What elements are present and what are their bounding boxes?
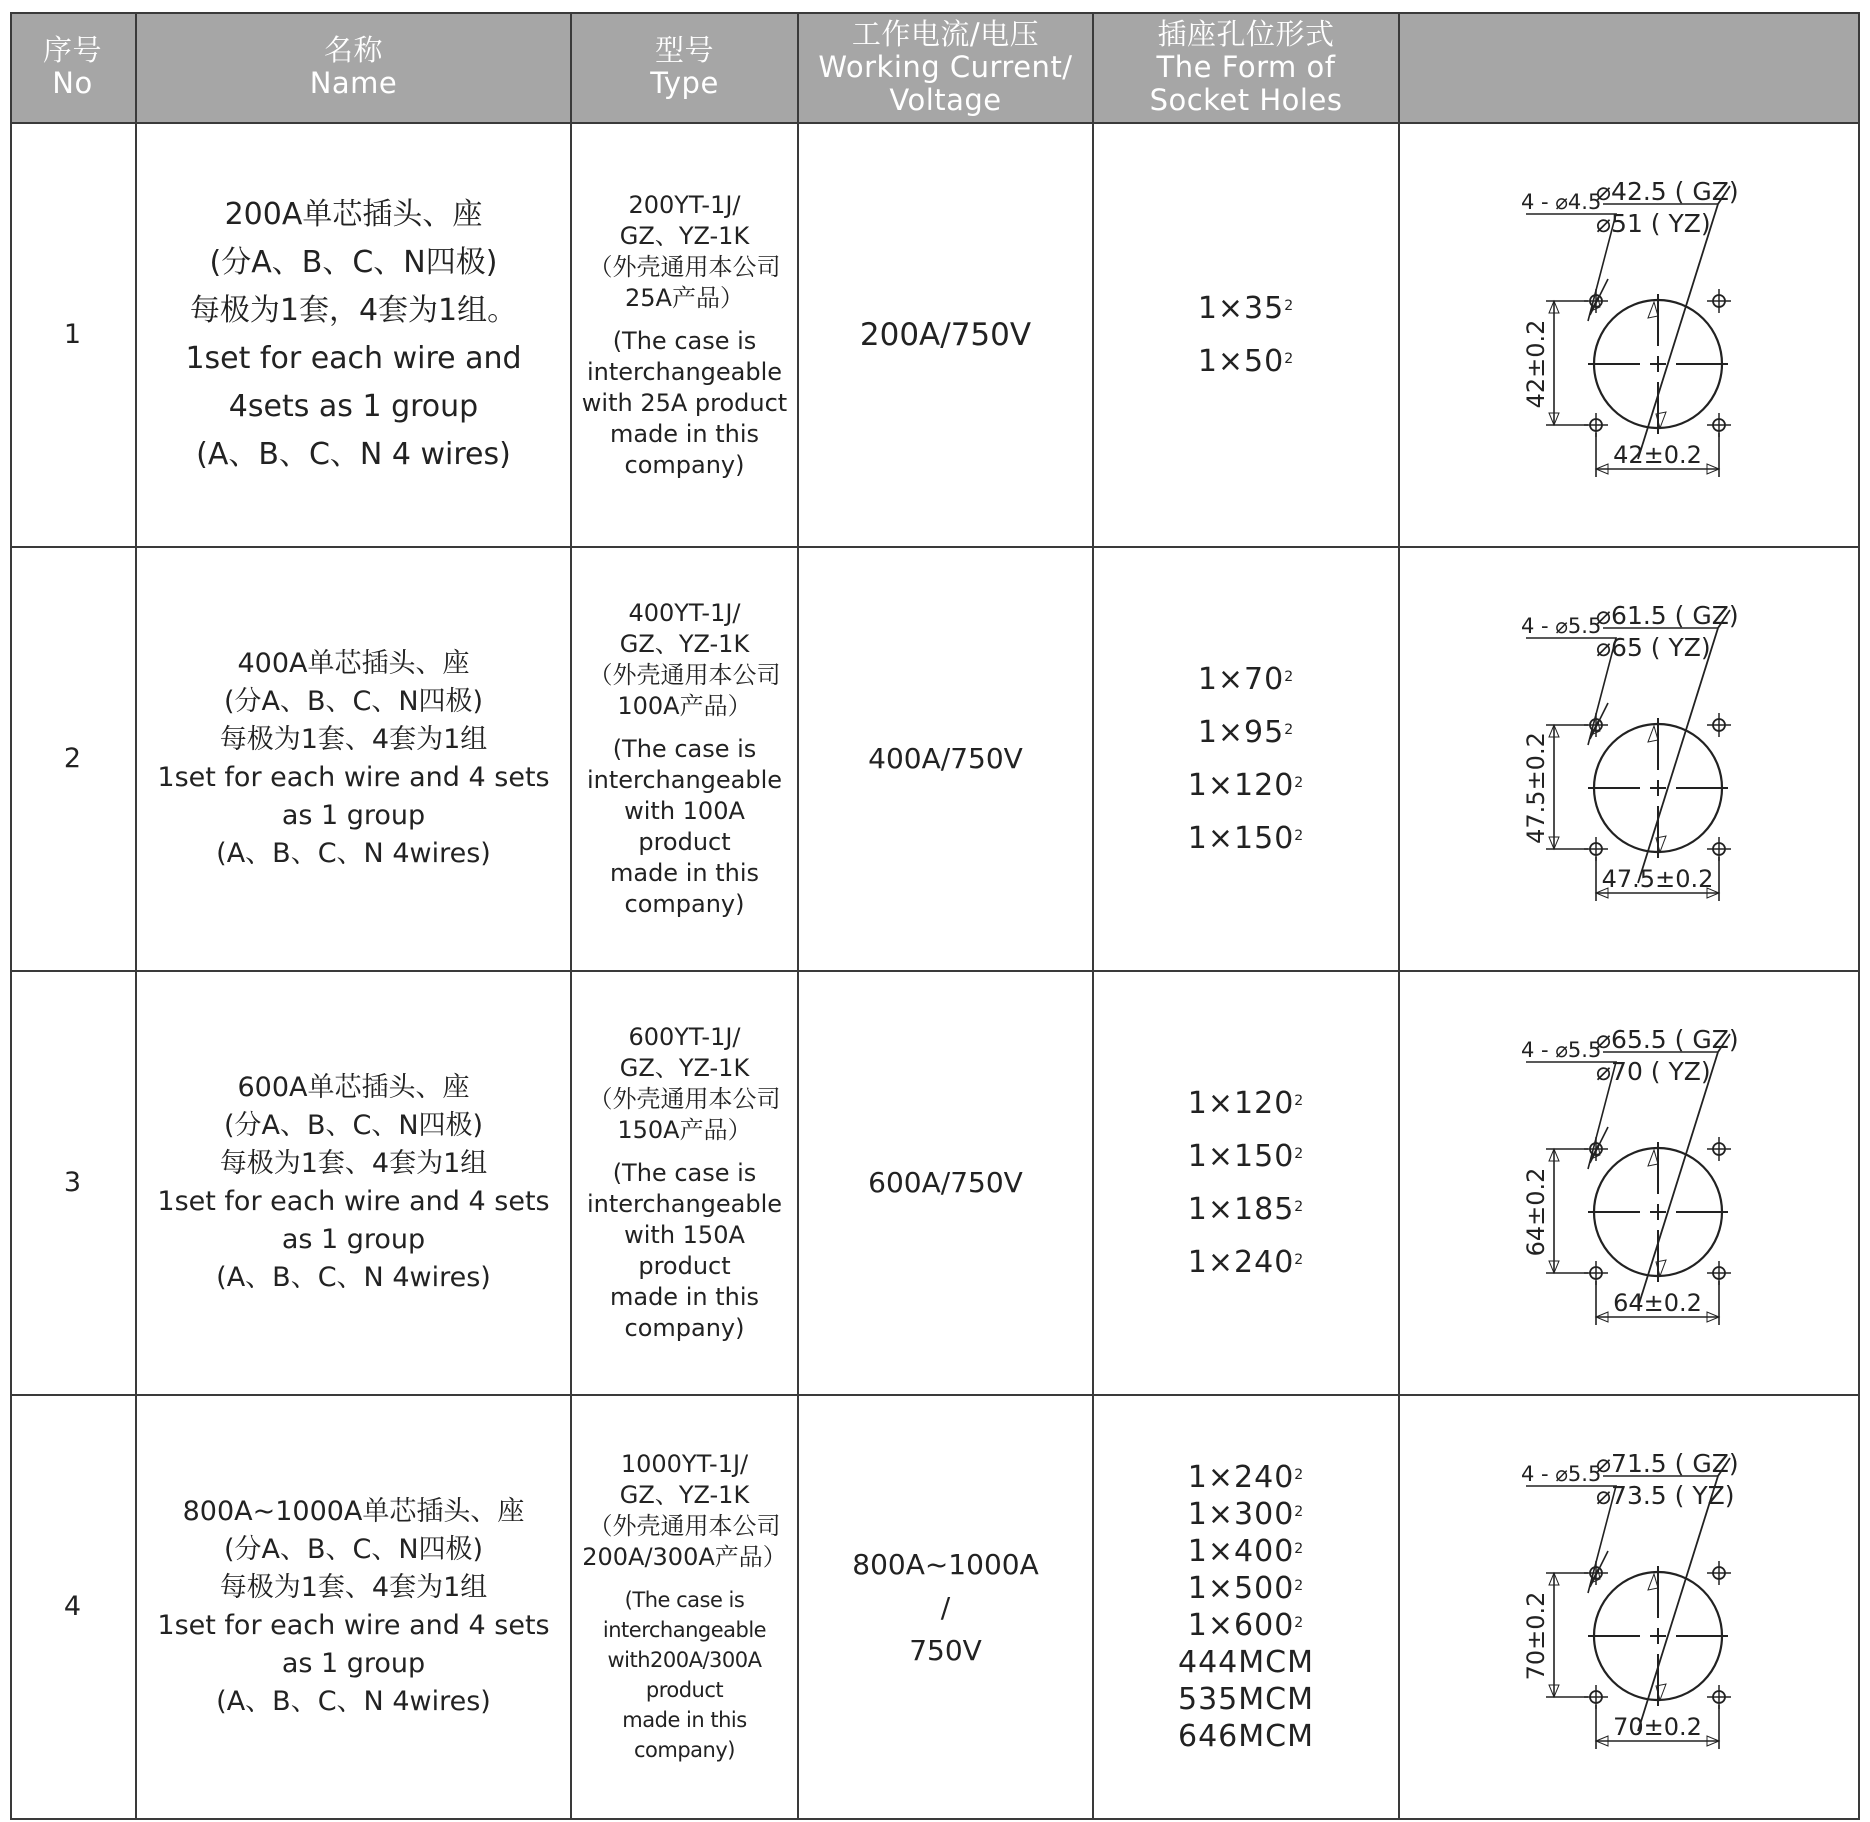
product-type-line: 400YT-1J/ [628,599,741,627]
mounting-holes-label: 4 - ⌀4.5 [1521,190,1602,214]
product-name-line: (分A、B、C、N四极) [223,1110,484,1141]
wire-size-value: 1×300 [1187,1497,1295,1532]
product-type-line: （外壳通用本公司 [588,252,781,281]
grid-line [10,970,1860,972]
superscript: 2 [1294,1146,1305,1162]
horizontal-dimension-label: 70±0.2 [1613,1713,1702,1741]
superscript: 2 [1294,1252,1305,1268]
wire-size-value: 1×120 [1187,1086,1295,1121]
wire-size-value: 1×150 [1187,821,1295,856]
grid-line [797,12,799,1820]
header-name-cn: 名称 [323,33,383,67]
wire-size-value: 1×500 [1187,1571,1295,1606]
product-type-note: interchangeable [602,1618,767,1642]
diameter-gz-label: ⌀61.5 ( GZ) [1596,601,1739,630]
product-name [137,1396,570,1818]
wire-size [1188,1183,1304,1236]
product-name-line: (分A、B、C、N四极) [223,1534,484,1565]
wire-size [1188,1077,1304,1130]
header-no-en: No [52,66,93,100]
product-type-line: （外壳通用本公司 [588,661,781,689]
row-number [10,548,135,970]
spec-table [10,12,1860,1820]
working-current-voltage [799,1396,1092,1818]
grid-line [135,12,137,1820]
product-type-note: with 100A product [624,797,745,856]
superscript: 2 [1294,1467,1305,1483]
diameter-leader [1638,628,1718,883]
vertical-dimension-label: 47.5±0.2 [1522,732,1550,844]
wire-size-value: 1×70 [1197,662,1285,697]
product-type-line: 1000YT-1J/ [620,1450,749,1478]
product-type-note: (The case is [612,326,757,355]
diameter-leader [1638,1476,1718,1731]
product-name-line: 1set for each wire and [185,341,522,376]
diameter-yz-label: ⌀65 ( YZ) [1596,633,1711,662]
product-type-note: company) [624,450,745,479]
wire-size-value: 1×120 [1187,768,1295,803]
product-type-note: company) [624,890,745,918]
product-type-line: 200A/300A产品） [582,1543,787,1571]
product-name-line: (A、B、C、N 4wires) [216,1686,491,1717]
wire-size [1198,282,1294,335]
product-name-line: 1set for each wire and 4 sets [157,762,550,793]
horizontal-dimension-label: 64±0.2 [1613,1289,1702,1317]
header-voltage-en-1: Working Current/ [818,49,1073,84]
superscript: 2 [1294,1093,1305,1109]
vertical-dimension-label: 64±0.2 [1522,1167,1550,1257]
working-current-voltage [799,124,1092,546]
product-type-note: interchangeable [586,766,783,794]
superscript: 2 [1284,298,1295,314]
product-name-line: as 1 group [281,1648,426,1679]
product-type-note: (The case is [624,1588,745,1612]
grid-line [10,1394,1860,1396]
diameter-gz-label: ⌀71.5 ( GZ) [1596,1449,1739,1478]
product-name-line: 600A单芯插头、座 [237,1072,470,1103]
vertical-dimension-label: 70±0.2 [1522,1591,1550,1681]
product-type-note: made in this [609,419,759,448]
wire-size-value: 1×150 [1187,1139,1295,1174]
product-name-line: (A、B、C、N 4wires) [216,838,491,869]
wire-size-value: 1×185 [1187,1192,1295,1227]
row-number [10,1396,135,1818]
grid-line [570,12,572,1820]
arrowhead [1648,302,1658,318]
wire-size [1198,653,1294,706]
voltage-line: 750V [909,1633,982,1667]
product-type-note: company) [624,1314,745,1342]
row-number-text: 1 [63,319,82,350]
socket-hole-form [1094,1396,1398,1818]
product-name-line: as 1 group [281,1224,426,1255]
product-type-line: 600YT-1J/ [628,1023,741,1051]
wire-size [1188,1607,1304,1644]
product-type-note: made in this [622,1708,747,1732]
wire-size [1188,1459,1304,1496]
header-type [572,12,797,122]
wire-size-value: 1×240 [1187,1460,1295,1495]
product-type-line: （外壳通用本公司 [588,1512,781,1540]
wire-size-value: 444MCM [1178,1645,1314,1680]
wire-size-value: 1×600 [1187,1608,1295,1643]
superscript: 2 [1284,351,1295,367]
product-type [572,548,797,970]
header-drawing [1400,12,1860,122]
wire-size-value: 1×35 [1197,291,1285,326]
arrowhead [1648,1574,1658,1590]
product-type-line: GZ、YZ-1K [619,630,750,658]
product-name-line: (分A、B、C、N四极) [209,245,498,280]
wire-size [1188,1130,1304,1183]
product-name-line: 4sets as 1 group [228,389,479,424]
product-type [572,1396,797,1818]
mounting-holes-label: 4 - ⌀5.5 [1521,1462,1602,1486]
product-name-line: as 1 group [281,800,426,831]
row-number-text: 3 [63,1167,82,1198]
header-no [10,12,135,122]
wire-size [1178,1644,1314,1681]
grid-line [10,1818,1860,1820]
header-name [137,12,570,122]
header-form-en-2: Socket Holes [1149,82,1343,117]
socket-hole-drawing [1400,972,1860,1394]
wire-size-value: 1×95 [1197,715,1285,750]
grid-line [1858,12,1860,1820]
header-form-cn: 插座孔位形式 [1157,16,1335,51]
wire-size-value: 1×400 [1187,1534,1295,1569]
wire-size [1198,335,1294,388]
diameter-gz-label: ⌀42.5 ( GZ) [1596,177,1739,206]
superscript: 2 [1284,722,1295,738]
superscript: 2 [1294,1578,1305,1594]
row-number [10,972,135,1394]
wire-size-value: 1×240 [1187,1245,1295,1280]
product-name-line: 800A~1000A单芯插头、座 [182,1496,525,1527]
product-type-note: with 150A product [624,1221,745,1280]
grid-line [10,122,1860,124]
product-name-line: 每极为1套，4套为1组。 [189,293,518,328]
row-number-text: 2 [63,743,82,774]
superscript: 2 [1294,1615,1305,1631]
product-name-line: 1set for each wire and 4 sets [157,1186,550,1217]
product-type-note: with 25A product [581,388,788,417]
product-type-note: company) [634,1738,735,1762]
product-type [572,124,797,546]
product-type-note: (The case is [612,735,757,763]
wire-size [1178,1718,1314,1755]
header-type-en: Type [650,66,719,100]
product-type-note: (The case is [612,1159,757,1187]
superscript: 2 [1294,828,1305,844]
grid-line [1092,12,1094,1820]
superscript: 2 [1294,1504,1305,1520]
diameter-yz-label: ⌀51 ( YZ) [1596,209,1711,238]
arrowhead [1648,1150,1658,1166]
wire-size [1188,812,1304,865]
socket-hole-form [1094,124,1398,546]
working-current-voltage [799,972,1092,1394]
wire-size [1188,1533,1304,1570]
superscript: 2 [1294,775,1305,791]
socket-hole-form [1094,548,1398,970]
superscript: 2 [1284,669,1295,685]
diameter-gz-label: ⌀65.5 ( GZ) [1596,1025,1739,1054]
product-type-note: interchangeable [586,1190,783,1218]
diameter-leader [1638,204,1718,459]
product-name-line: (A、B、C、N 4 wires) [196,437,511,472]
header-name-en: Name [309,66,398,100]
grid-line [10,546,1860,548]
mounting-holes-label: 4 - ⌀5.5 [1521,614,1602,638]
superscript: 2 [1294,1541,1305,1557]
product-name [137,972,570,1394]
product-type-note: with200A/300A product [607,1648,762,1702]
wire-size [1188,759,1304,812]
wire-size [1178,1681,1314,1718]
working-current-voltage [799,548,1092,970]
product-type-line: 25A产品） [625,283,744,312]
socket-hole-drawing [1400,548,1860,970]
product-type-note: made in this [609,859,759,887]
wire-size [1198,706,1294,759]
diameter-leader [1638,1052,1718,1307]
wire-size-value: 646MCM [1178,1719,1314,1754]
mounting-holes-label: 4 - ⌀5.5 [1521,1038,1602,1062]
product-type-line: GZ、YZ-1K [619,221,750,250]
product-name-line: 1set for each wire and 4 sets [157,1610,550,1641]
horizontal-dimension-label: 47.5±0.2 [1601,865,1714,893]
product-name-line: 400A单芯插头、座 [237,648,470,679]
product-name [137,124,570,546]
wire-size [1188,1496,1304,1533]
voltage-line: 600A/750V [868,1166,1023,1199]
grid-line [10,12,1860,14]
horizontal-dimension-label: 42±0.2 [1613,441,1702,469]
product-name-line: (分A、B、C、N四极) [223,686,484,717]
wire-size-value: 1×50 [1197,344,1285,379]
socket-hole-drawing [1400,1396,1860,1818]
product-type-line: （外壳通用本公司 [588,1085,781,1113]
header-voltage [799,12,1092,122]
grid-line [10,12,12,1820]
header-form [1094,12,1398,122]
header-no-cn: 序号 [42,33,102,67]
product-name-line: 200A单芯插头、座 [224,197,483,232]
product-type-line: GZ、YZ-1K [619,1481,750,1509]
grid-line [1398,12,1400,1820]
product-type-note: interchangeable [586,357,783,386]
wire-size [1188,1236,1304,1289]
vertical-dimension-label: 42±0.2 [1522,319,1550,409]
diameter-yz-label: ⌀73.5 ( YZ) [1596,1481,1735,1510]
row-number [10,124,135,546]
socket-hole-drawing [1400,124,1860,546]
voltage-line: 400A/750V [868,742,1023,775]
product-name [137,548,570,970]
product-type-line: 200YT-1J/ [628,190,741,219]
product-name-line: 每极为1套、4套为1组 [219,724,488,755]
socket-hole-form [1094,972,1398,1394]
header-type-cn: 型号 [654,33,714,67]
header-form-en-1: The Form of [1156,49,1336,84]
product-name-line: 每极为1套、4套为1组 [219,1572,488,1603]
row-number-text: 4 [63,1591,82,1622]
superscript: 2 [1294,1199,1305,1215]
product-type-line: 100A产品） [617,692,752,720]
voltage-line: / [940,1590,951,1624]
product-name-line: 每极为1套、4套为1组 [219,1148,488,1179]
product-name-line: (A、B、C、N 4wires) [216,1262,491,1293]
product-type-line: 150A产品） [617,1116,752,1144]
voltage-line: 200A/750V [859,317,1032,353]
header-voltage-en-2: Voltage [889,82,1002,117]
product-type-line: GZ、YZ-1K [619,1054,750,1082]
product-type [572,972,797,1394]
diameter-yz-label: ⌀70 ( YZ) [1596,1057,1711,1086]
header-voltage-cn: 工作电流/电压 [851,16,1040,51]
arrowhead [1648,726,1658,742]
voltage-line: 800A~1000A [852,1547,1039,1581]
product-type-note: made in this [609,1283,759,1311]
wire-size [1188,1570,1304,1607]
wire-size-value: 535MCM [1178,1682,1314,1717]
